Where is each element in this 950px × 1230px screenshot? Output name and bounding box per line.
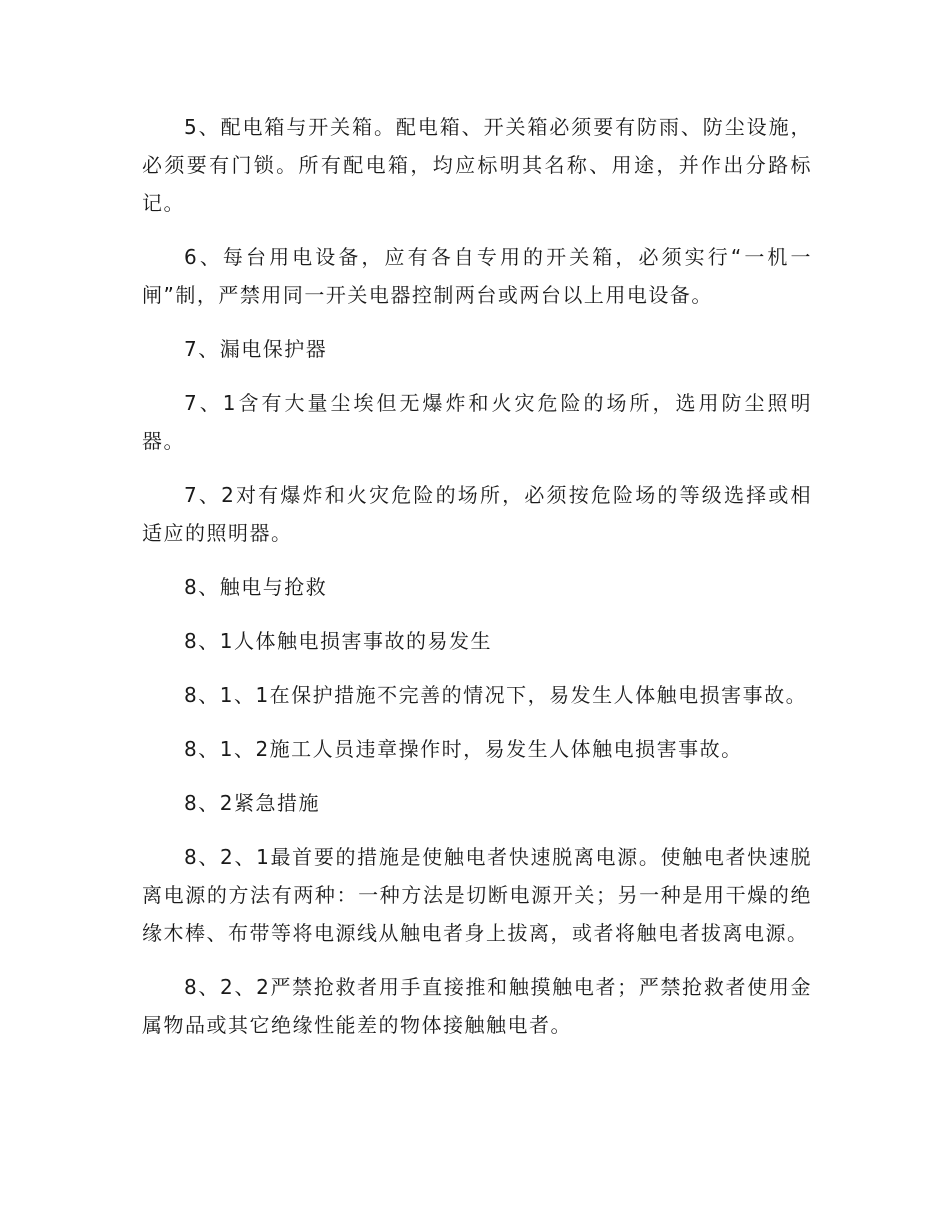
paragraph-5: 5、配电箱与开关箱。配电箱、开关箱必须要有防雨、防尘设施，必须要有门锁。所有配电箱，均应标明其名称、用途，并作出分路标记。 <box>142 115 812 215</box>
heading-8-2: 8、2紧急措施 <box>184 791 320 815</box>
heading-8: 8、触电与抢救 <box>184 575 328 599</box>
paragraph-6: 6、每台用电设备，应有各自专用的开关箱，必须实行“一机一闸”制，严禁用同一开关电器控制两台或两台以上用电设备。 <box>142 245 812 307</box>
paragraph-7-1: 7、1含有大量尘埃但无爆炸和火灾危险的场所，选用防尘照明器。 <box>142 391 812 453</box>
paragraph-7-2: 7、2对有爆炸和火灾危险的场所，必须按危险场的等级选择或相适应的照明器。 <box>142 483 812 545</box>
paragraph-8-2-1: 8、2、1最首要的措施是使触电者快速脱离电源。使触电者快速脱离电源的方法有两种：一种方法是切断电源开关；另一种是用干燥的绝缘木棒、布带等将电源线从触电者身上拔离，或者将触电者拔离电源。 <box>142 845 812 945</box>
paragraph-8-1-2: 8、1、2施工人员违章操作时，易发生人体触电损害事故。 <box>184 737 743 761</box>
paragraph-8-2-2: 8、2、2严禁抢救者用手直接推和触摸触电者；严禁抢救者使用金属物品或其它绝缘性能差的物体接触触电者。 <box>142 975 812 1037</box>
heading-8-1: 8、1人体触电损害事故的易发生 <box>184 629 492 653</box>
document-body <box>142 108 812 1060</box>
heading-7: 7、漏电保护器 <box>184 337 328 361</box>
paragraph-8-1-1: 8、1、1在保护措施不完善的情况下，易发生人体触电损害事故。 <box>184 683 808 707</box>
